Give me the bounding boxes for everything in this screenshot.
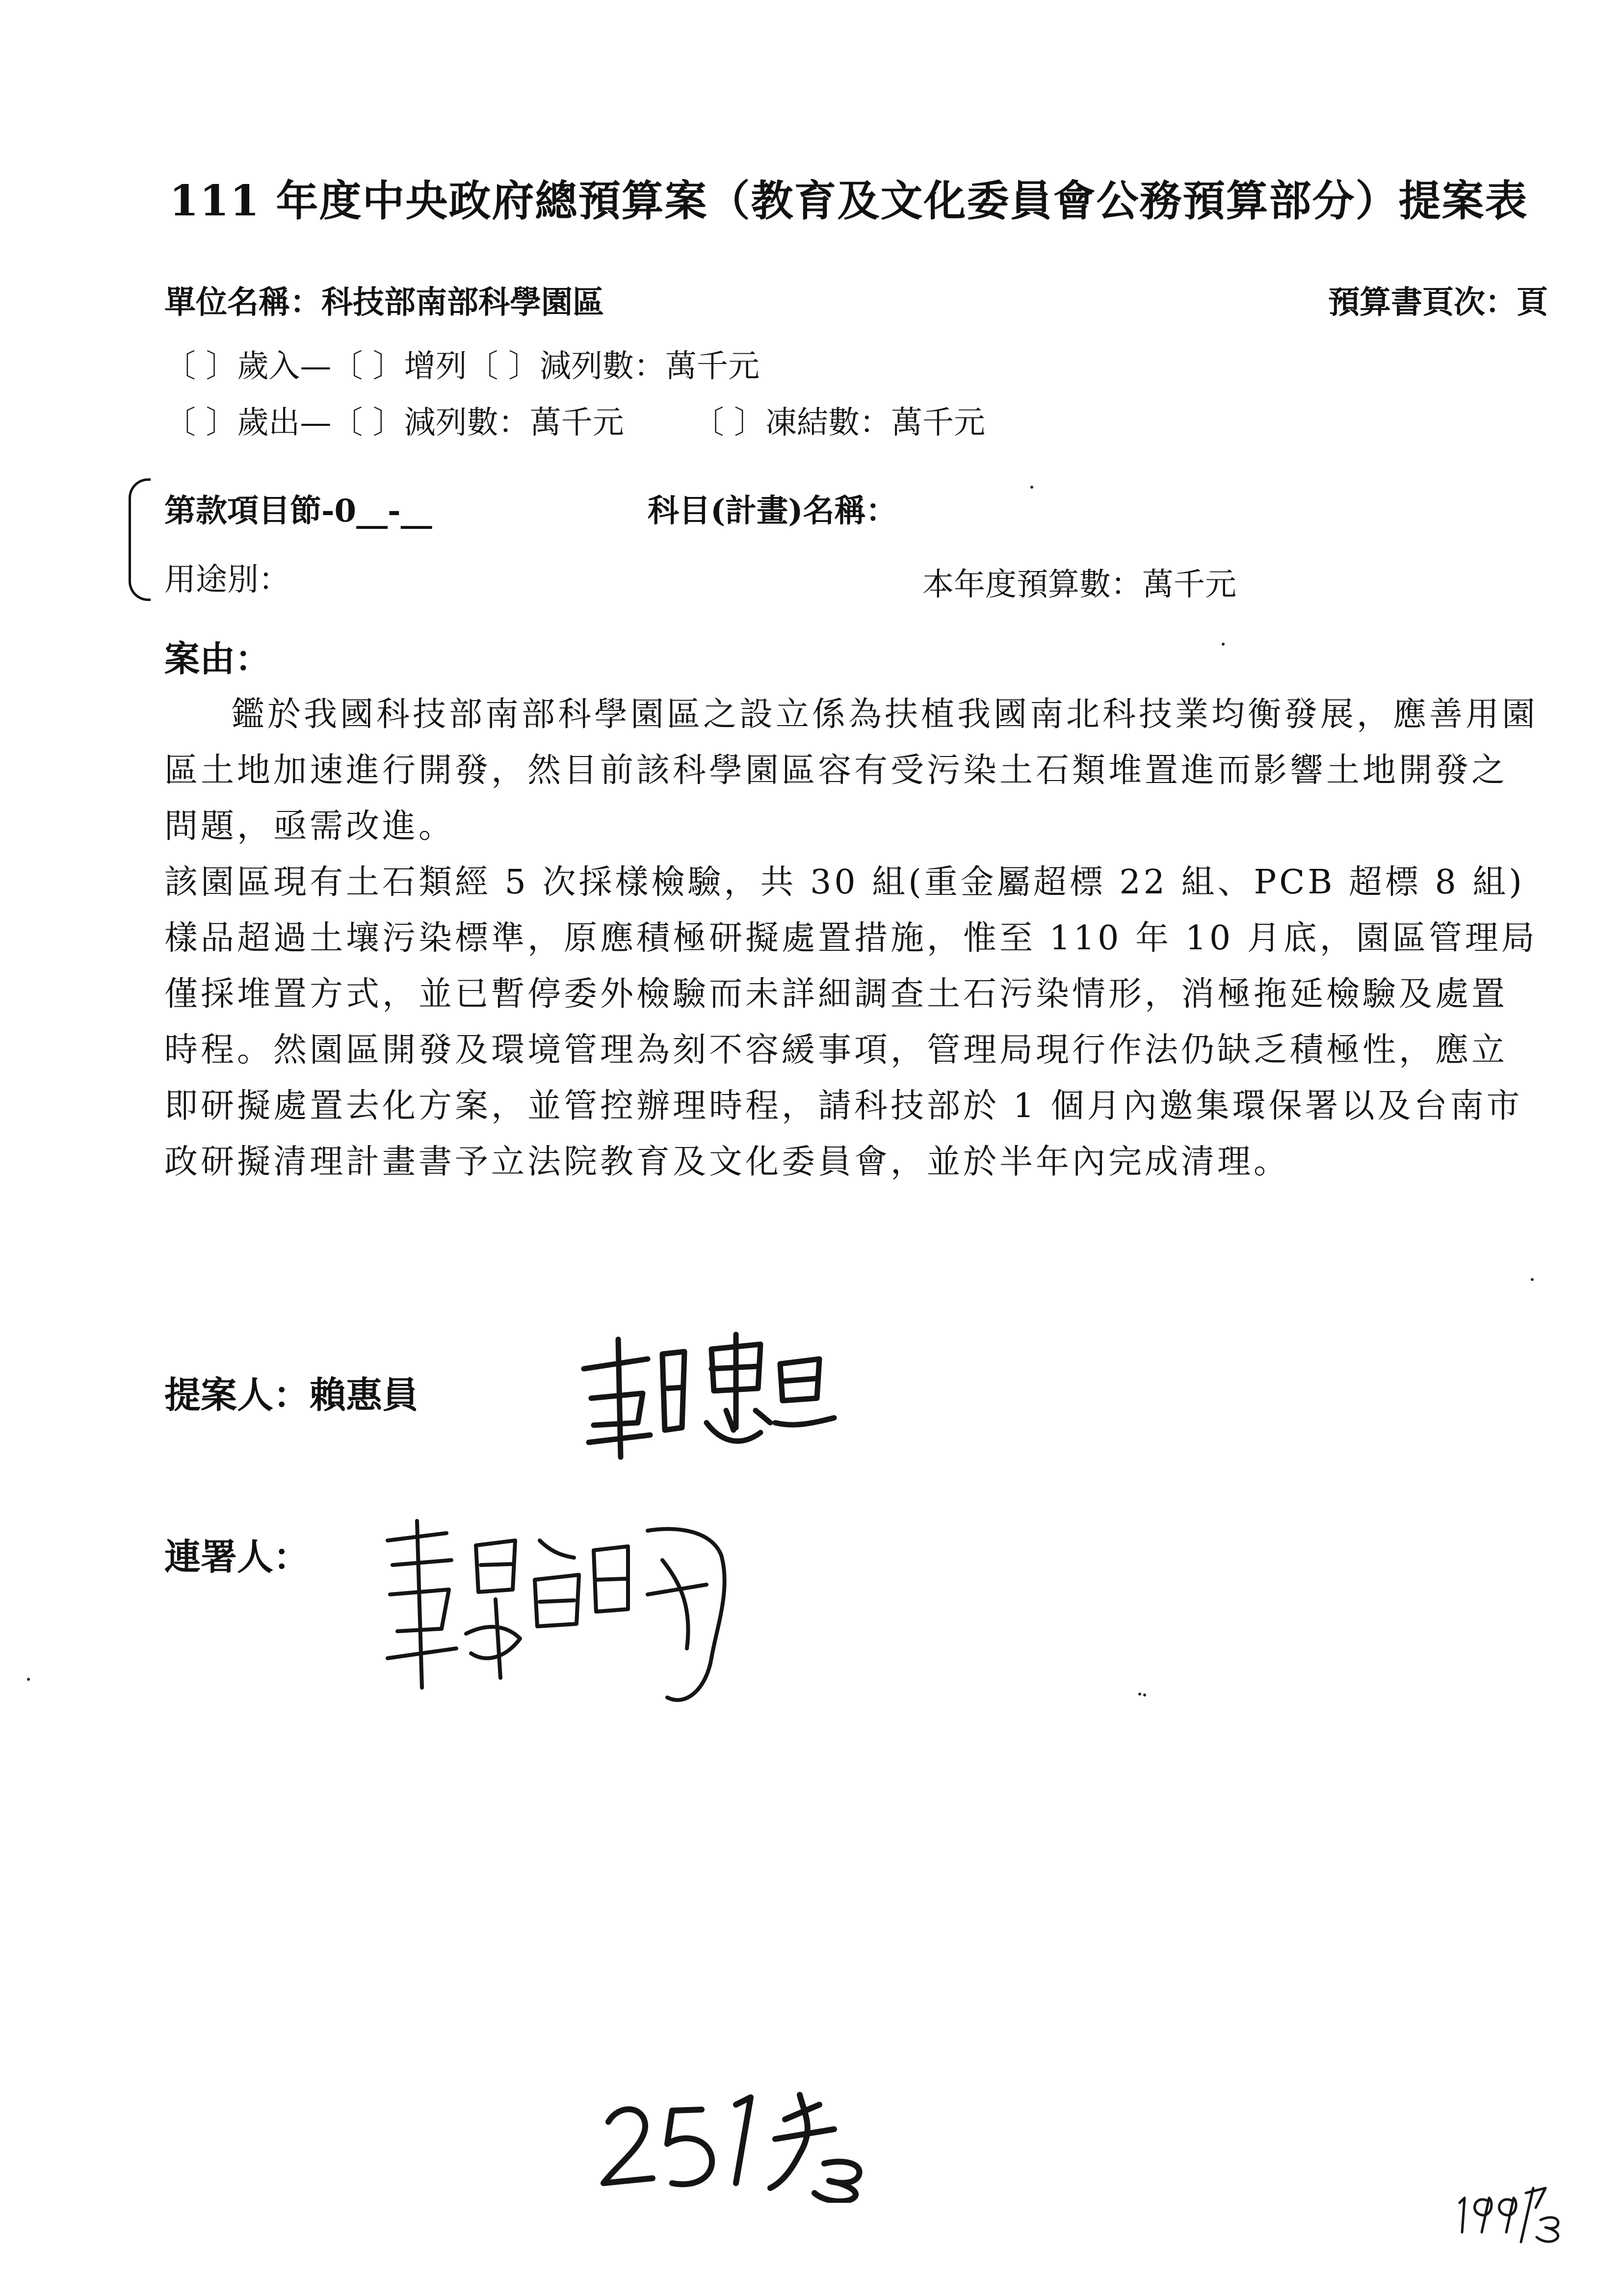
- unit-name: 單位名稱：科技部南部科學園區: [164, 284, 604, 321]
- reason-paragraph-1: 鑑於我國科技部南部科學園區之設立係為扶植我國南北科技業均衡發展，應善用園區土地加速進行開發，然目前該科學園區容有受污染土石類堆置進而影響土地開發之問題，亟需改進。: [164, 695, 1539, 846]
- page-number-stamp: [589, 2075, 893, 2203]
- scan-speck: [27, 1678, 30, 1681]
- expense-line: [164, 397, 985, 443]
- scan-speck: [1222, 643, 1225, 646]
- scan-speck: [1138, 1693, 1141, 1696]
- reason-paragraph-2: 該園區現有土石類經 5 次採樣檢驗，共 30 組(重金屬超標 22 組、PCB 超標 8 組)樣品超過土壤污染標準，原應積極研擬處置措施，惟至 110 年 10 月底，園區管理局僅採堆置方式，並已暫停委外檢驗而未詳細調查土石污染情形，消極拖延檢驗及處置時程。然園區開發及環境管理為刻不容緩事項，管理局現行作法仍缺乏積極性，應立即研擬處置去化方案，並管控辦理時程，請科技部於 1 個月內邀集環保署以及台南市政研擬清理計畫書予立法院教育及文化委員會，並於半年內完成清理。: [164, 863, 1538, 1181]
- corner-stamp: [1452, 2173, 1570, 2247]
- reason-label: 案由：: [164, 638, 271, 679]
- cosigner-label: 連署人：: [164, 1536, 310, 1578]
- usage-line: 用途別：: [164, 562, 290, 598]
- freeze-amount: 〔 〕凍結數：萬千元: [692, 405, 986, 441]
- budget-page-reference: 預算書頁次：頁: [1328, 284, 1548, 321]
- left-brace: [129, 478, 151, 601]
- item-section-line: 第款項目節-0__-__: [164, 493, 432, 529]
- scan-speck: [1030, 486, 1033, 489]
- reason-body: [164, 687, 1543, 1190]
- subject-name-line: 科目(計畫)名稱：: [648, 493, 897, 529]
- income-line: 〔 〕歲入—〔 〕增列〔 〕減列數：萬千元: [164, 348, 760, 385]
- cosigner-signature: [373, 1511, 785, 1717]
- proposer-label: 提案人：賴惠員: [164, 1374, 419, 1416]
- annual-budget-line: 本年度預算數：萬千元: [922, 567, 1236, 603]
- expense-reduction: 〔 〕歲出—〔 〕減列數：萬千元: [164, 405, 624, 441]
- scan-speck: [1531, 1278, 1534, 1281]
- scan-speck: [1143, 1694, 1146, 1696]
- document-title: 111 年度中央政府總預算案（教育及文化委員會公務預算部分）提案表: [169, 176, 1528, 226]
- proposer-signature: [564, 1325, 839, 1472]
